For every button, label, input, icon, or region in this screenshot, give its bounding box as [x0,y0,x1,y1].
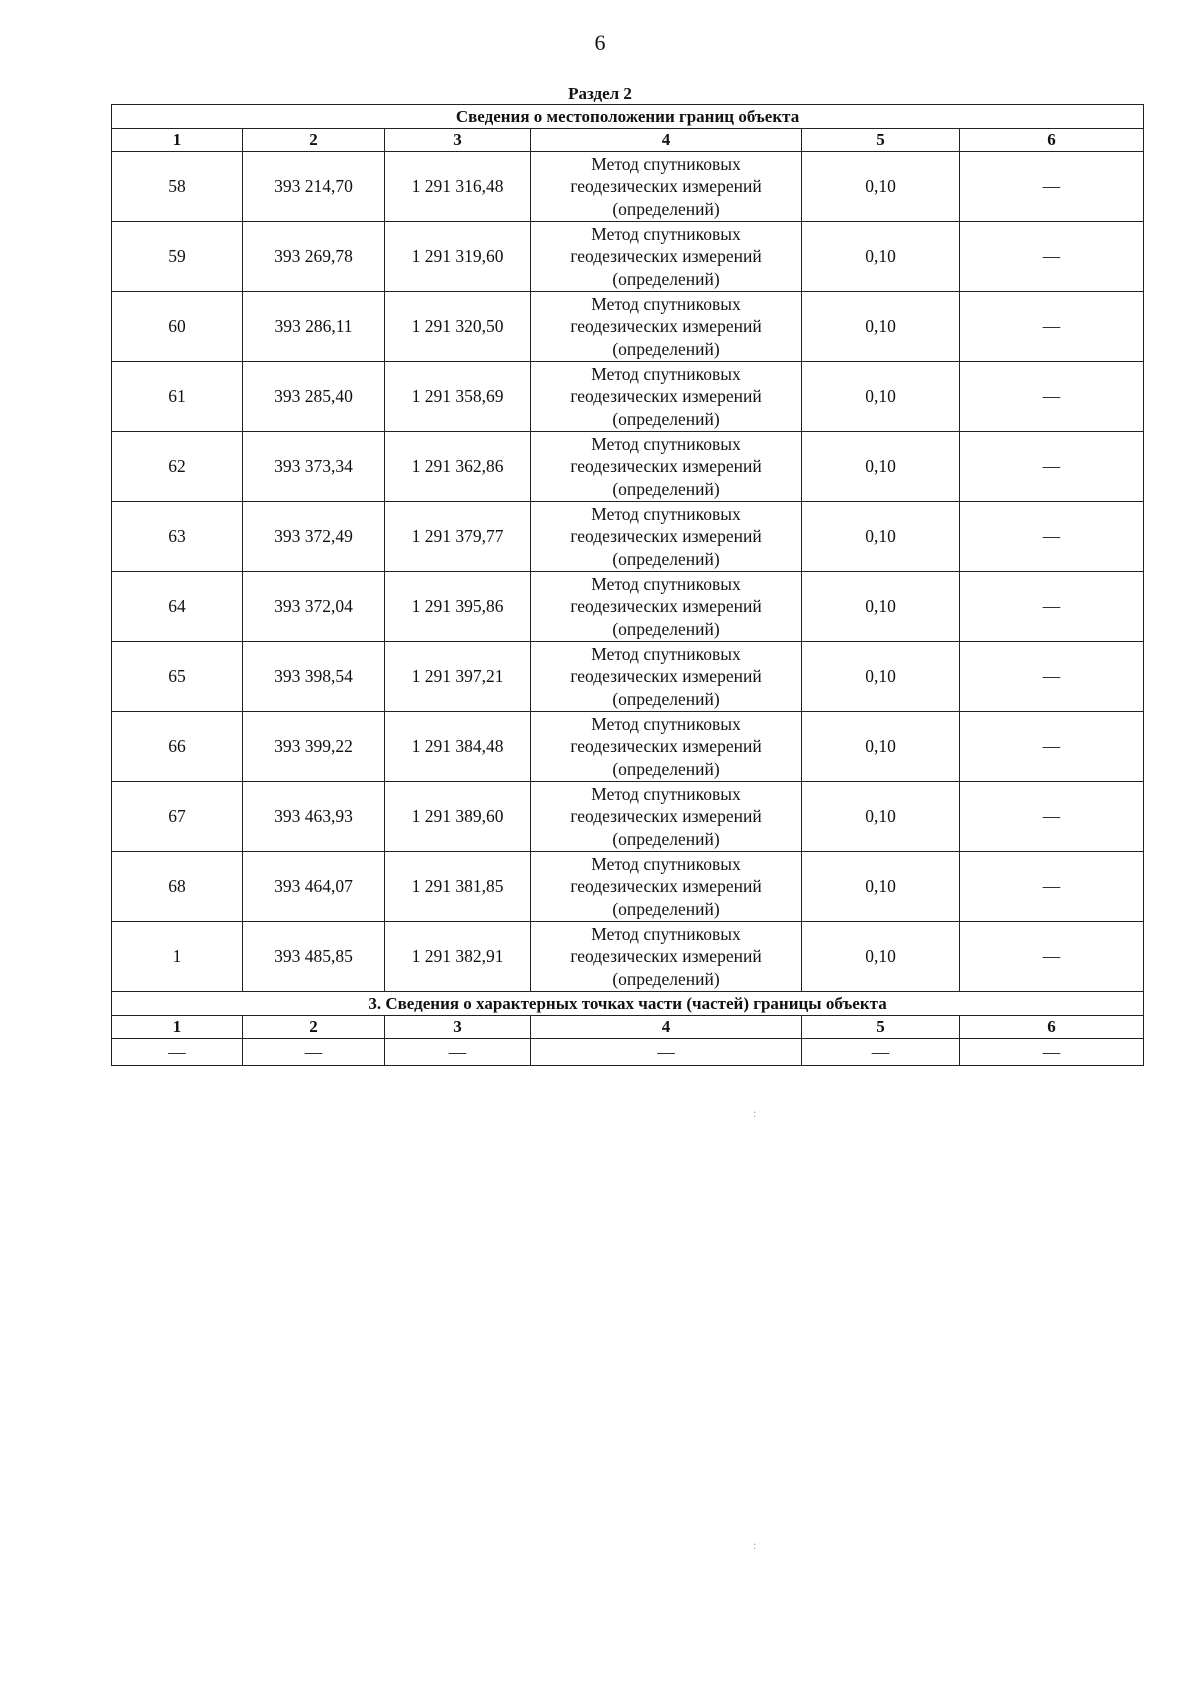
note-cell: — [960,502,1144,572]
table-row [112,432,1144,502]
note-cell: — [960,572,1144,642]
accuracy-cell: 0,10 [802,222,960,292]
accuracy-cell: 0,10 [802,362,960,432]
table-row [112,642,1144,712]
x-coordinate-cell: 393 372,04 [243,572,385,642]
method-text-line: (определений) [612,688,720,709]
method-text-line: (определений) [612,898,720,919]
accuracy-cell: 0,10 [802,152,960,222]
x-coordinate-cell: 393 463,93 [243,782,385,852]
method-text-line: геодезических измерений [570,526,762,547]
empty-cell: — [960,1039,1144,1066]
accuracy-cell: 0,10 [802,712,960,782]
point-number-cell: 62 [112,432,243,502]
note-cell: — [960,922,1144,992]
note-cell: — [960,292,1144,362]
table-row [112,712,1144,782]
note-cell: — [960,432,1144,502]
method-cell [531,922,802,992]
page-number: 6 [594,30,606,55]
accuracy-cell: 0,10 [802,432,960,502]
method-text-line: (определений) [612,618,720,639]
accuracy-cell: 0,10 [802,922,960,992]
column-number: 3 [385,129,531,152]
column-number: 1 [112,1016,243,1039]
y-coordinate-cell: 1 291 397,21 [385,642,531,712]
point-number-cell: 68 [112,852,243,922]
method-cell [531,712,802,782]
table-row [112,922,1144,992]
method-text-line: геодезических измерений [570,596,762,617]
method-cell [531,852,802,922]
accuracy-cell: 0,10 [802,572,960,642]
method-text-line: геодезических измерений [570,386,762,407]
point-number-cell: 67 [112,782,243,852]
point-number-cell: 64 [112,572,243,642]
column-number: 1 [112,129,243,152]
point-number-cell: 58 [112,152,243,222]
method-cell [531,432,802,502]
part-section-caption: 3. Сведения о характерных точках части (частей) границы объекта [112,992,1144,1016]
x-coordinate-cell: 393 485,85 [243,922,385,992]
method-cell [531,502,802,572]
point-number-cell: 61 [112,362,243,432]
method-text-line: геодезических измерений [570,316,762,337]
table-row [112,502,1144,572]
table-row [112,852,1144,922]
method-text-line: (определений) [612,338,720,359]
method-cell [531,222,802,292]
method-cell [531,362,802,432]
column-number: 6 [960,1016,1144,1039]
accuracy-cell: 0,10 [802,852,960,922]
accuracy-cell: 0,10 [802,782,960,852]
method-cell [531,152,802,222]
note-cell: — [960,152,1144,222]
column-number: 5 [802,129,960,152]
method-text-line: (определений) [612,408,720,429]
method-text-line: Метод спутниковых [591,643,741,664]
part-column-number-row [112,1016,1144,1039]
boundary-table [111,104,1144,1066]
note-cell: — [960,222,1144,292]
point-number-cell: 59 [112,222,243,292]
method-text-line: Метод спутниковых [591,573,741,594]
column-number: 6 [960,129,1144,152]
x-coordinate-cell: 393 269,78 [243,222,385,292]
scan-speck: : [753,1106,757,1120]
accuracy-cell: 0,10 [802,502,960,572]
point-number-cell: 63 [112,502,243,572]
point-number-cell: 60 [112,292,243,362]
y-coordinate-cell: 1 291 379,77 [385,502,531,572]
method-text-line: Метод спутниковых [591,433,741,454]
y-coordinate-cell: 1 291 389,60 [385,782,531,852]
accuracy-cell: 0,10 [802,292,960,362]
table-row [112,362,1144,432]
column-number: 2 [243,129,385,152]
y-coordinate-cell: 1 291 320,50 [385,292,531,362]
empty-cell: — [112,1039,243,1066]
method-cell [531,572,802,642]
method-cell [531,642,802,712]
point-number-cell: 65 [112,642,243,712]
x-coordinate-cell: 393 399,22 [243,712,385,782]
empty-cell: — [531,1039,802,1066]
method-text-line: (определений) [612,968,720,989]
x-coordinate-cell: 393 286,11 [243,292,385,362]
table-row [112,292,1144,362]
note-cell: — [960,782,1144,852]
method-text-line: геодезических измерений [570,806,762,827]
method-text-line: Метод спутниковых [591,293,741,314]
column-number: 3 [385,1016,531,1039]
section-heading: Раздел 2 [568,84,632,103]
y-coordinate-cell: 1 291 358,69 [385,362,531,432]
y-coordinate-cell: 1 291 395,86 [385,572,531,642]
y-coordinate-cell: 1 291 381,85 [385,852,531,922]
table-row [112,222,1144,292]
method-text-line: геодезических измерений [570,176,762,197]
empty-cell: — [385,1039,531,1066]
y-coordinate-cell: 1 291 316,48 [385,152,531,222]
accuracy-cell: 0,10 [802,642,960,712]
method-text-line: Метод спутниковых [591,853,741,874]
method-text-line: (определений) [612,758,720,779]
table-row [112,572,1144,642]
method-text-line: геодезических измерений [570,876,762,897]
y-coordinate-cell: 1 291 319,60 [385,222,531,292]
x-coordinate-cell: 393 285,40 [243,362,385,432]
table-row [112,782,1144,852]
y-coordinate-cell: 1 291 362,86 [385,432,531,502]
y-coordinate-cell: 1 291 384,48 [385,712,531,782]
table-caption: Сведения о местоположении границ объекта [112,105,1144,129]
column-number: 5 [802,1016,960,1039]
method-text-line: геодезических измерений [570,666,762,687]
method-text-line: (определений) [612,268,720,289]
note-cell: — [960,642,1144,712]
method-text-line: Метод спутниковых [591,503,741,524]
table-row [112,152,1144,222]
method-text-line: Метод спутниковых [591,713,741,734]
method-text-line: геодезических измерений [570,946,762,967]
point-number-cell: 66 [112,712,243,782]
method-text-line: геодезических измерений [570,736,762,757]
method-text-line: геодезических измерений [570,456,762,477]
column-number: 4 [531,129,802,152]
method-text-line: (определений) [612,478,720,499]
method-text-line: (определений) [612,198,720,219]
part-empty-row [112,1039,1144,1066]
y-coordinate-cell: 1 291 382,91 [385,922,531,992]
note-cell: — [960,362,1144,432]
x-coordinate-cell: 393 398,54 [243,642,385,712]
empty-cell: — [802,1039,960,1066]
method-text-line: геодезических измерений [570,246,762,267]
point-number-cell: 1 [112,922,243,992]
method-text-line: Метод спутниковых [591,363,741,384]
column-number: 4 [531,1016,802,1039]
method-text-line: Метод спутниковых [591,223,741,244]
method-text-line: Метод спутниковых [591,923,741,944]
method-text-line: (определений) [612,548,720,569]
x-coordinate-cell: 393 214,70 [243,152,385,222]
note-cell: — [960,712,1144,782]
column-number: 2 [243,1016,385,1039]
column-number-row [112,129,1144,152]
method-text-line: (определений) [612,828,720,849]
method-cell [531,292,802,362]
x-coordinate-cell: 393 372,49 [243,502,385,572]
empty-cell: — [243,1039,385,1066]
x-coordinate-cell: 393 373,34 [243,432,385,502]
method-text-line: Метод спутниковых [591,153,741,174]
method-text-line: Метод спутниковых [591,783,741,804]
note-cell: — [960,852,1144,922]
scan-speck: : [753,1538,757,1552]
x-coordinate-cell: 393 464,07 [243,852,385,922]
method-cell [531,782,802,852]
